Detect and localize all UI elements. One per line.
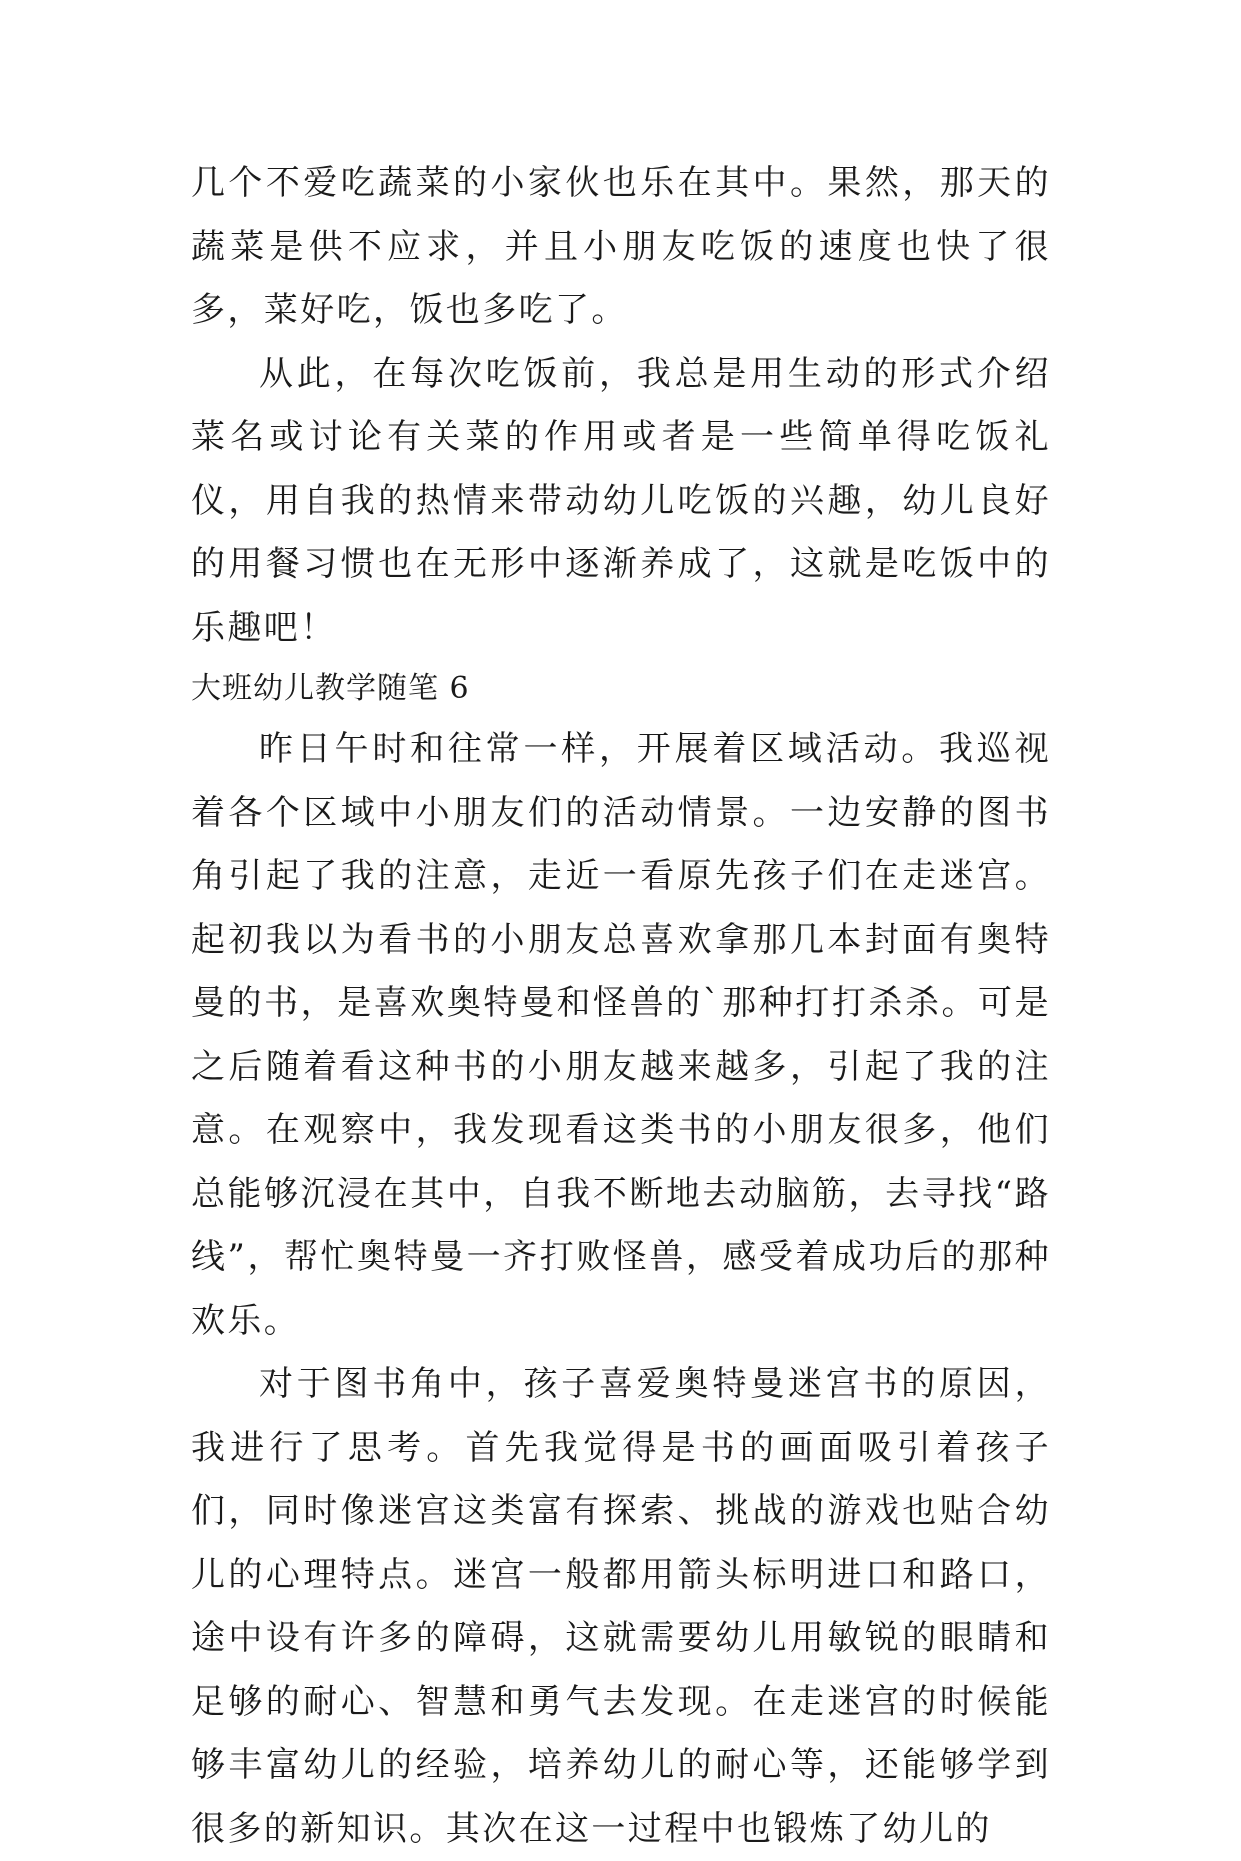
- document-body: [191, 152, 1051, 1861]
- paragraph: 昨日午时和往常一样，开展着区域活动。我巡视着各个区域中小朋友们的活动情景。一边安静的图书角引起了我的注意，走近一看原先孩子们在走迷宫。起初我以为看书的小朋友总喜欢拿那几本封面有奥特曼的书，是喜欢奥特曼和怪兽的`那种打打杀杀。可是之后随着看这种书的小朋友越来越多，引起了我的注意。在观察中，我发现看这类书的小朋友很多，他们总能够沉浸在其中，自我不断地去动脑筋，去寻找“路线”，帮忙奥特曼一齐打败怪兽，感受着成功后的那种欢乐。: [191, 729, 1051, 1341]
- paragraph: 从此，在每次吃饭前，我总是用生动的形式介绍菜名或讨论有关菜的作用或者是一些简单得吃饭礼仪，用自我的热情来带动幼儿吃饭的兴趣，幼儿良好的用餐习惯也在无形中逐渐养成了，这就是吃饭中的乐趣吧！: [191, 353, 1051, 648]
- paragraph-continued: 几个不爱吃蔬菜的小家伙也乐在其中。果然，那天的蔬菜是供不应求，并且小朋友吃饭的速度也快了很多，菜好吃，饭也多吃了。: [191, 163, 1051, 330]
- section-heading: 大班幼儿教学随笔 6: [191, 671, 470, 706]
- paragraph: 对于图书角中，孩子喜爱奥特曼迷宫书的原因，我进行了思考。首先我觉得是书的画面吸引着孩子们，同时像迷宫这类富有探索、挑战的游戏也贴合幼儿的心理特点。迷宫一般都用箭头标明进口和路口，途中设有许多的障碍，这就需要幼儿用敏锐的眼睛和足够的耐心、智慧和勇气去发现。在走迷宫的时候能够丰富幼儿的经验，培养幼儿的耐心等，还能够学到很多的新知识。其次在这一过程中也锻炼了幼儿的: [191, 1364, 1051, 1849]
